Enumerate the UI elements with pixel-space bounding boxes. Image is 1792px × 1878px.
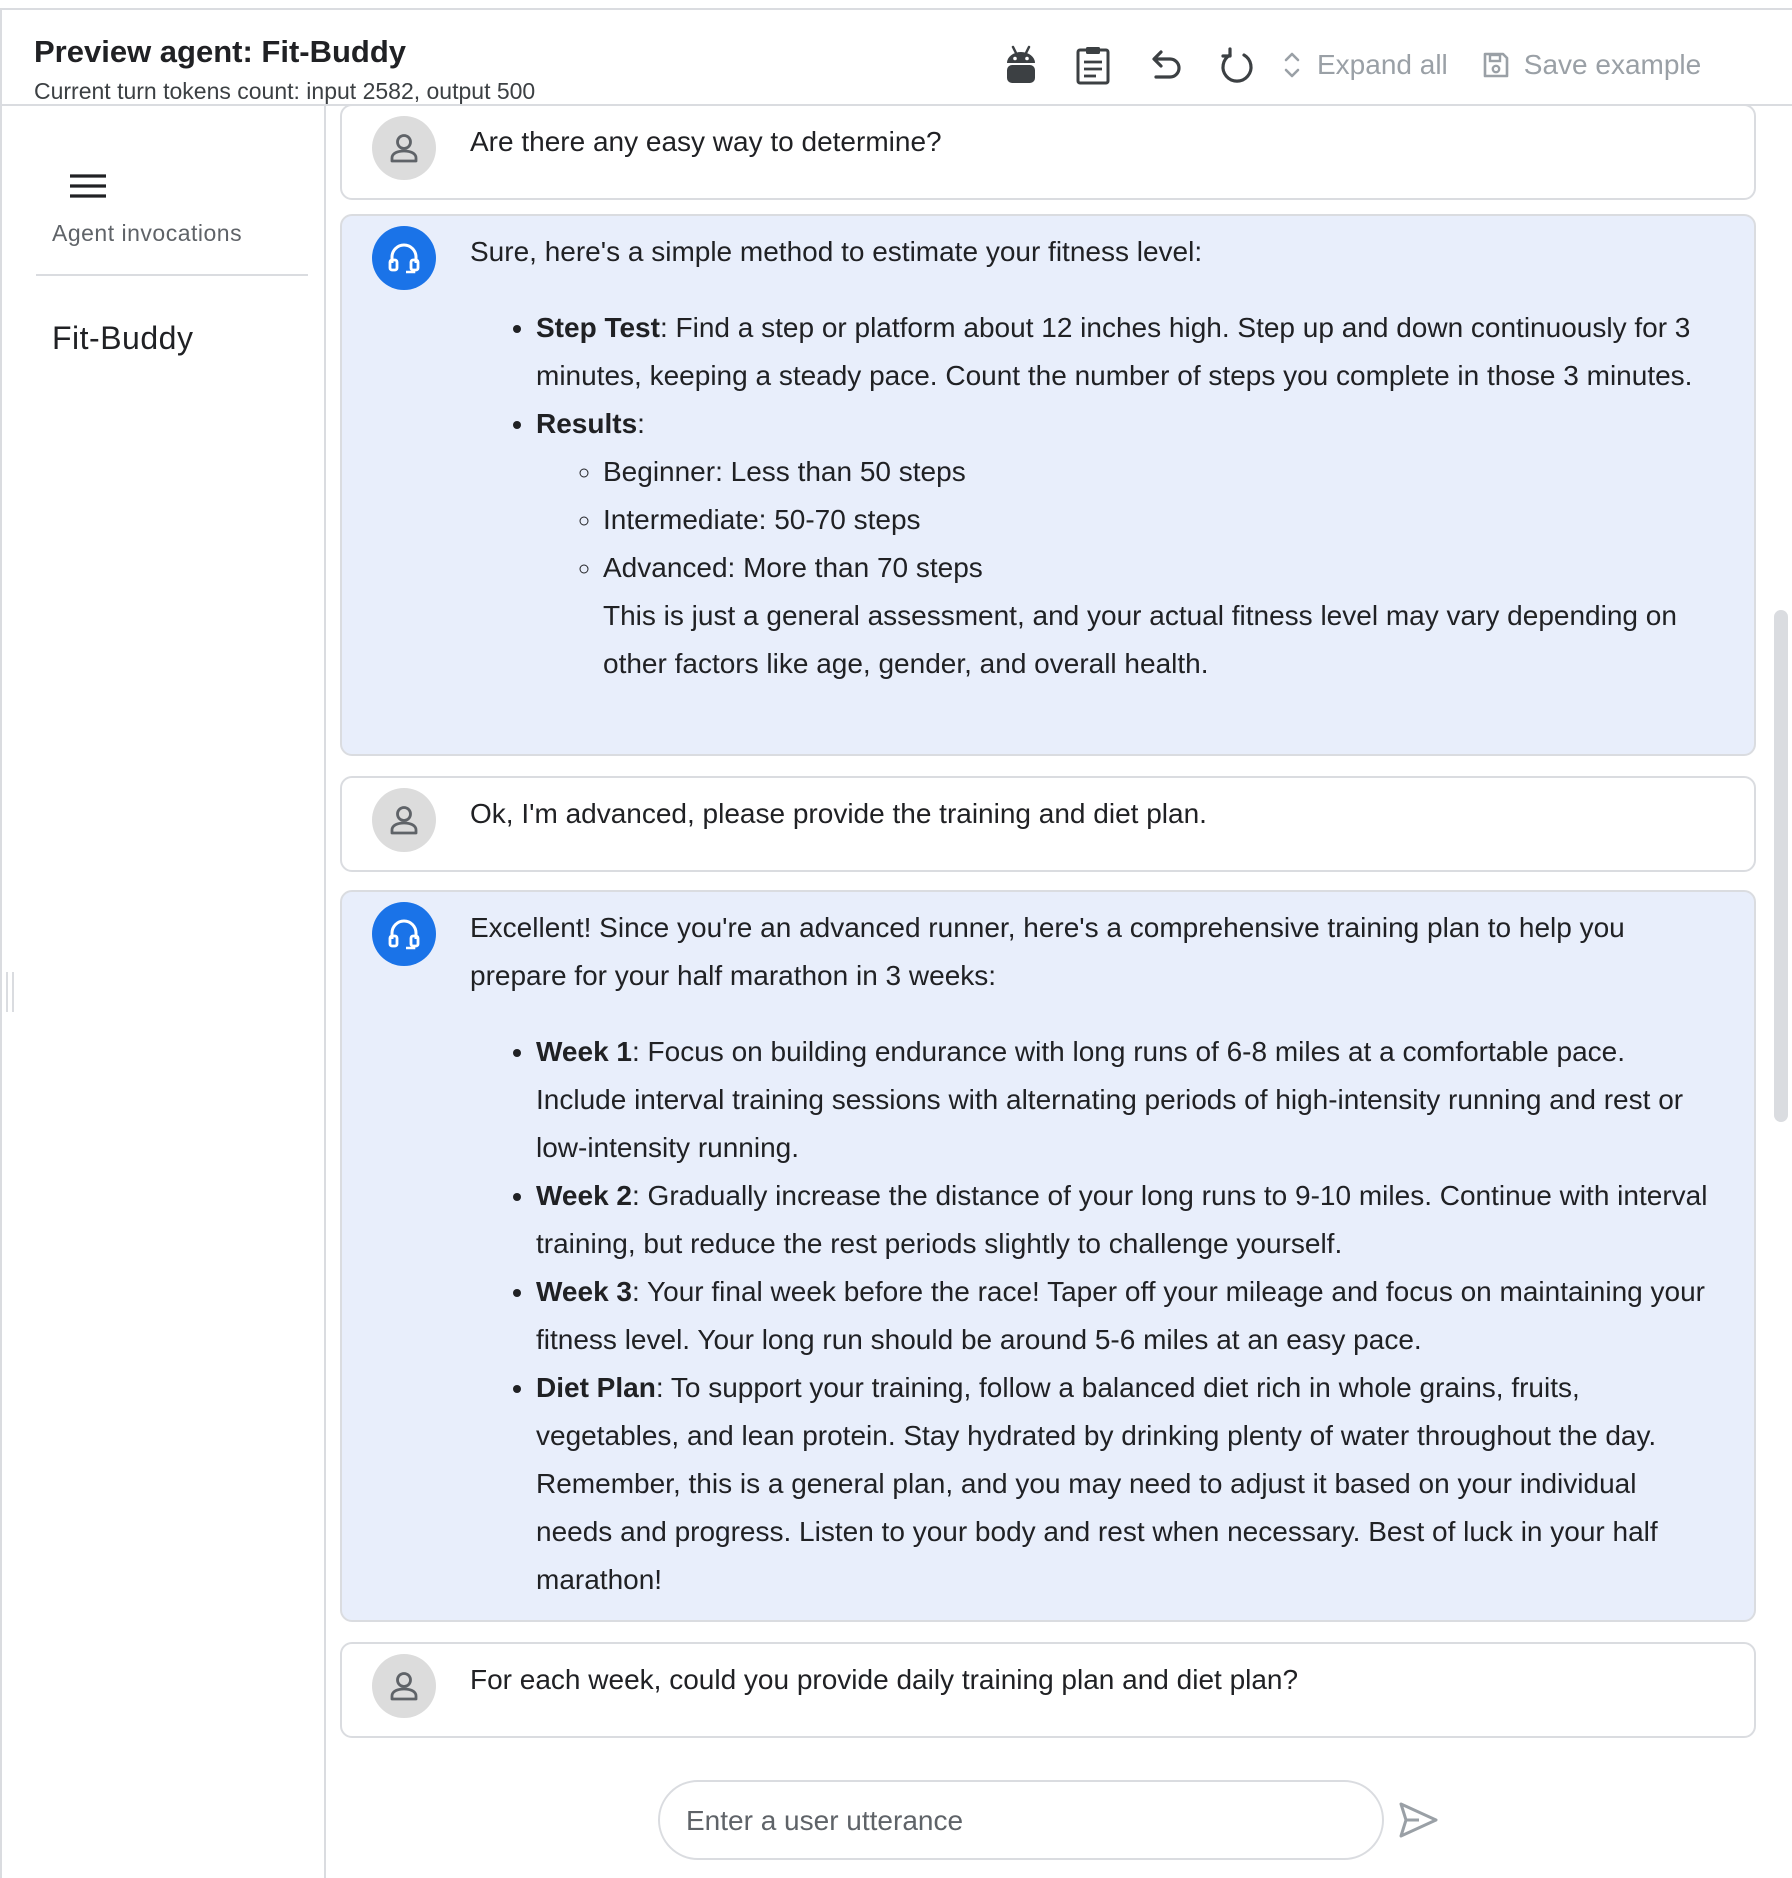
sidebar bbox=[18, 106, 326, 1878]
item-text: : bbox=[637, 408, 645, 439]
resize-handle[interactable] bbox=[6, 972, 14, 1012]
page-title: Preview agent: Fit-Buddy bbox=[34, 34, 407, 69]
unfold-icon bbox=[1281, 49, 1303, 81]
item-label: Diet Plan bbox=[536, 1372, 656, 1403]
expand-all-label: Expand all bbox=[1317, 49, 1448, 80]
header bbox=[2, 10, 1792, 106]
item-text: : Focus on building endurance with long runs of 6-8 miles at a comfortable pace. Include interval training sessions with alternating periods of high-intensity running and rest or low-intensity running. bbox=[536, 1036, 1684, 1163]
person-icon bbox=[372, 116, 436, 180]
agent-message bbox=[340, 214, 1756, 756]
item-label: Week 3 bbox=[536, 1276, 632, 1307]
agent-message bbox=[340, 890, 1756, 1622]
list-item bbox=[536, 400, 1714, 688]
item-label: Week 2 bbox=[536, 1180, 632, 1211]
user-message bbox=[340, 106, 1756, 200]
list-item bbox=[536, 304, 1714, 400]
sub-list-item: ◦ Beginner: Less than 50 steps bbox=[603, 448, 1714, 496]
message-text: Are there any easy way to determine? bbox=[470, 126, 942, 157]
message-text bbox=[470, 904, 1714, 1604]
item-label: Results bbox=[536, 408, 638, 439]
android-icon[interactable] bbox=[997, 41, 1045, 89]
message-intro: Excellent! Since you're an advanced runner, here's a comprehensive training plan to help you prepare for your half marathon in 3 weeks: bbox=[470, 912, 1625, 991]
sub-list-item bbox=[603, 544, 1714, 688]
bullet-list bbox=[470, 1028, 1714, 1604]
list-item bbox=[536, 1364, 1714, 1604]
headset-icon bbox=[372, 902, 436, 966]
sidebar-section-label: Agent invocations bbox=[52, 220, 243, 246]
clipboard-icon[interactable] bbox=[1069, 41, 1117, 89]
utterance-input[interactable] bbox=[684, 1794, 1358, 1848]
token-count: Current turn tokens count: input 2582, output 500 bbox=[34, 78, 536, 104]
send-icon[interactable] bbox=[1394, 1794, 1442, 1846]
left-divider bbox=[0, 8, 2, 1878]
toolbar bbox=[997, 36, 1701, 94]
user-message bbox=[340, 776, 1756, 872]
sidebar-divider bbox=[36, 274, 308, 276]
list-item bbox=[536, 1268, 1714, 1364]
user-message bbox=[340, 1642, 1756, 1738]
message-intro: Sure, here's a simple method to estimate your fitness level: bbox=[470, 236, 1203, 267]
save-icon bbox=[1482, 51, 1510, 79]
sub-list-item: ◦ Intermediate: 50-70 steps bbox=[603, 496, 1714, 544]
scrollbar-thumb[interactable] bbox=[1774, 610, 1788, 1122]
item-label: Week 1 bbox=[536, 1036, 632, 1067]
item-text: : Find a step or platform about 12 inches high. Step up and down continuously for 3 minutes, keeping a steady pace. Count the number of steps you complete in those 3 minutes. bbox=[536, 312, 1693, 391]
sidebar-item-fit-buddy[interactable]: Fit-Buddy bbox=[52, 320, 194, 356]
item-label: Step Test bbox=[536, 312, 660, 343]
item-text: : Your final week before the race! Taper off your mileage and focus on maintaining your fitness level. Your long run should be around 5-6 miles at an easy pace. bbox=[536, 1276, 1705, 1355]
list-item bbox=[536, 1172, 1714, 1268]
utterance-input-container bbox=[658, 1780, 1384, 1860]
assessment-note: This is just a general assessment, and your actual fitness level may vary depending on other factors like age, gender, and overall health. bbox=[603, 600, 1677, 679]
item-text: : To support your training, follow a balanced diet rich in whole grains, fruits, vegetables, and lean protein. Stay hydrated by drinking plenty of water throughout the day. Remember, this is a general plan, and you may need to adjust it based on your individual needs and progress. Listen to your body and rest when necessary. Best of luck in your half marathon! bbox=[536, 1372, 1658, 1595]
save-example-label: Save example bbox=[1523, 49, 1702, 80]
message-text: For each week, could you provide daily training plan and diet plan? bbox=[470, 1664, 1299, 1695]
menu-icon[interactable] bbox=[68, 166, 108, 206]
save-example-button[interactable] bbox=[1482, 49, 1701, 81]
expand-all-button[interactable] bbox=[1281, 49, 1448, 81]
item-text: : Gradually increase the distance of your long runs to 9-10 miles. Continue with interval training, but reduce the rest periods slightly to challenge yourself. bbox=[536, 1180, 1708, 1259]
reset-icon[interactable] bbox=[1213, 41, 1261, 89]
person-icon bbox=[372, 1654, 436, 1718]
sub-item-text: Advanced: More than 70 steps bbox=[603, 552, 983, 583]
bullet-list bbox=[470, 304, 1714, 688]
message-text bbox=[470, 228, 1714, 688]
sub-list bbox=[536, 448, 1714, 688]
headset-icon bbox=[372, 226, 436, 290]
person-icon bbox=[372, 788, 436, 852]
list-item bbox=[536, 1028, 1714, 1172]
undo-icon[interactable] bbox=[1141, 41, 1189, 89]
conversation bbox=[326, 106, 1760, 1756]
message-text: Ok, I'm advanced, please provide the training and diet plan. bbox=[470, 798, 1207, 829]
